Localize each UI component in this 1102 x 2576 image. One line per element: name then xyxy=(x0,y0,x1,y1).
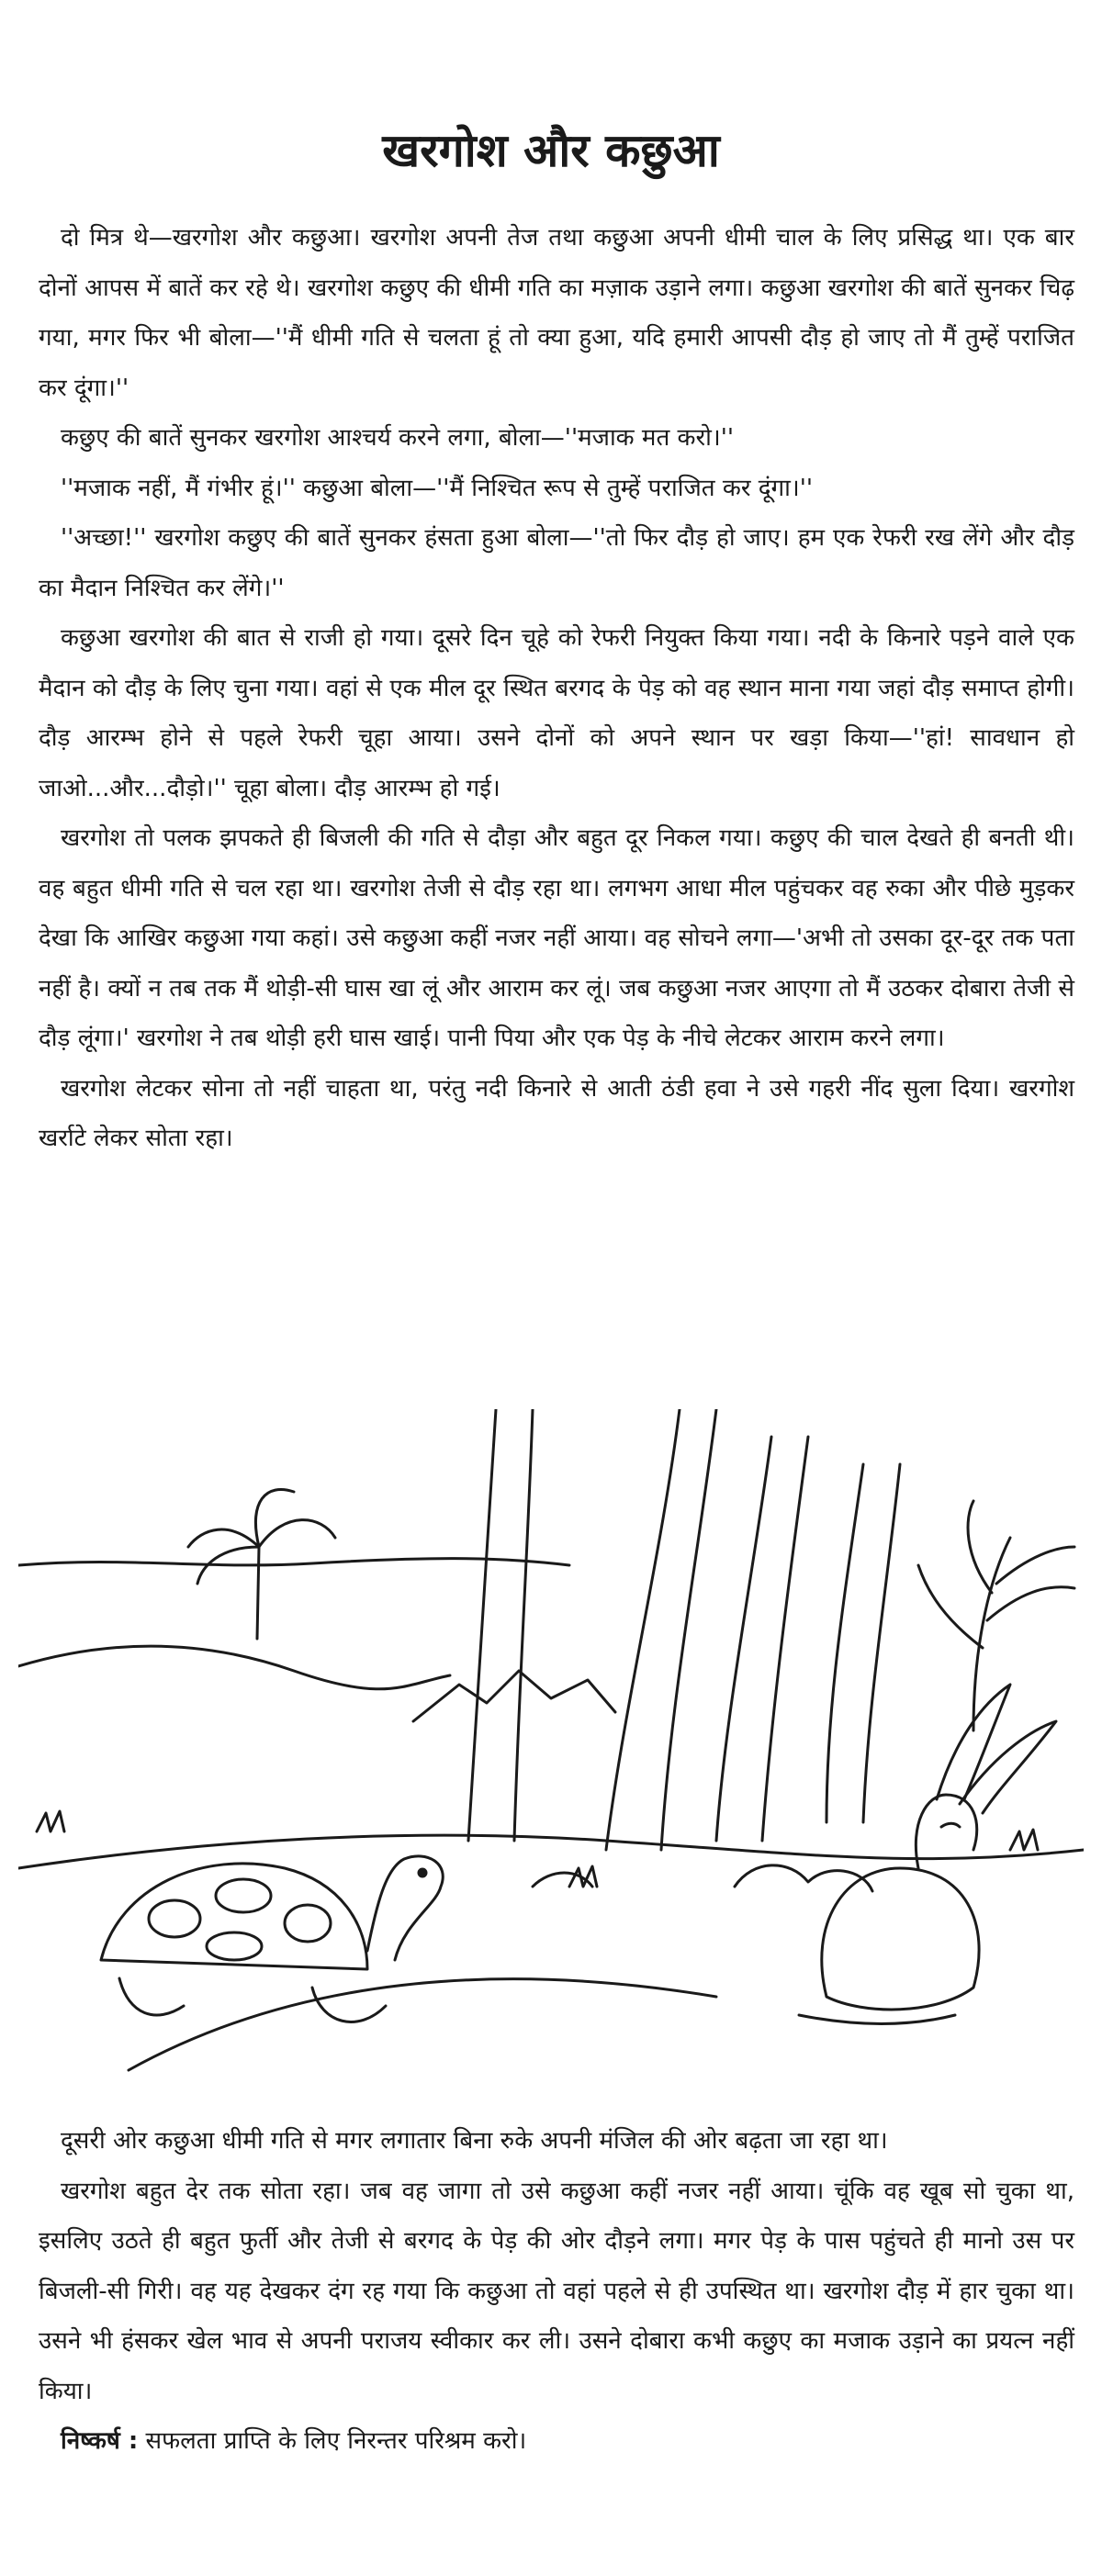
paragraph: दो मित्र थे—खरगोश और कछुआ। खरगोश अपनी तेज तथा कछुआ अपनी धीमी चाल के लिए प्रसिद्ध था। एक बार दोनों आपस में बातें कर रहे थे। खरगोश कछुए की धीमी गति का मज़ाक उड़ाने लगा। कछुआ खरगोश की बातें सुनकर चिढ़ गया, मगर फिर भी बोला—''मैं धीमी गति से चलता हूं तो क्या हुआ, यदि हमारी आपसी दौड़ हो जाए तो मैं तुम्हें पराजित कर दूंगा।'' xyxy=(39,224,1074,402)
path-line xyxy=(129,1979,716,2070)
tree-trunk-1b xyxy=(514,1409,533,1841)
paragraph: खरगोश तो पलक झपकते ही बिजली की गति से दौड़ा और बहुत दूर निकल गया। कछुए की चाल देखते ही बनती थी। वह बहुत धीमी गति से चल रहा था। खरगोश तेजी से दौड़ रहा था। लगभग आधा मील पहुंचकर वह रुका और पीछे मुड़कर देखा कि आखिर कछुआ गया कहां। उसे कछुआ कहीं नजर नहीं आया। वह सोचने लगा—'अभी तो उसका दूर-दूर तक पता नहीं है। क्यों न तब तक मैं थोड़ी-सी घास खा लूं और आराम कर लूं। जब कछुआ नजर आएगा तो मैं उठकर दोबारा तेजी से दौड़ लूंगा।' खरगोश ने तब थोड़ी हरी घास खाई। पानी पिया और एक पेड़ के नीचे लेटकर आराम करने लगा। xyxy=(39,824,1074,1052)
moral-text: सफलता प्राप्ति के लिए निरन्तर परिश्रम करो। xyxy=(145,2427,527,2455)
tree-trunk-4b xyxy=(863,1464,900,1822)
rabbit-drawing xyxy=(799,1685,1056,2023)
ground-line xyxy=(18,1835,1084,1868)
moral-line xyxy=(39,2416,1074,2467)
tree-trunk-3b xyxy=(762,1437,808,1841)
tree-trunk-2 xyxy=(606,1409,680,1850)
small-tree-trunk xyxy=(257,1547,259,1639)
mountain-range xyxy=(413,1671,615,1721)
story-title: खरगोश और कछुआ xyxy=(382,123,720,177)
moral-label: निष्कर्ष : xyxy=(61,2427,139,2455)
paragraph: ''मजाक नहीं, मैं गंभीर हूं।'' कछुआ बोला—''मैं निश्चित रूप से तुम्हें पराजित कर दूंगा।'' xyxy=(61,474,814,502)
paragraph: ''अच्छा!'' खरगोश कछुए की बातें सुनकर हंसता हुआ बोला—''तो फिर दौड़ हो जाए। हम एक रेफरी रख लेंगे और दौड़ का मैदान निश्चित कर लेंगे।'' xyxy=(39,524,1074,602)
forest-scene-drawing xyxy=(18,1409,1084,2089)
tree-trunk-4 xyxy=(826,1464,863,1822)
paragraph: कछुए की बातें सुनकर खरगोश आश्चर्य करने लगा, बोला—''मजाक मत करो।'' xyxy=(61,424,735,452)
paragraph: दूसरी ओर कछुआ धीमी गति से मगर लगातार बिना रुके अपनी मंजिल की ओर बढ़ता जा रहा था। xyxy=(61,2127,888,2155)
story-illustration xyxy=(18,1409,1084,2089)
tree-trunk-1 xyxy=(468,1409,496,1841)
tortoise-drawing xyxy=(101,1856,443,2022)
tree-trunk-3 xyxy=(716,1437,771,1841)
paragraph: खरगोश लेटकर सोना तो नहीं चाहता था, परंतु नदी किनारे से आती ठंडी हवा ने उसे गहरी नींद सुला दिया। खरगोश खर्राटे लेकर सोता रहा। xyxy=(39,1074,1074,1152)
paragraph: खरगोश बहुत देर तक सोता रहा। जब वह जागा तो उसे कछुआ कहीं नजर नहीं आया। चूंकि वह खूब सो चुका था, इसलिए उठते ही बहुत फुर्ती और तेजी से बरगद के पेड़ की ओर दौड़ने लगा। मगर पेड़ के पास पहुंचते ही मानो उस पर बिजली-सी गिरी। वह यह देखकर दंग रह गया कि कछुआ तो वहां पहले से ही उपस्थित था। खरगोश दौड़ में हार चुका था। उसने भी हंसकर खेल भाव से अपनी पराजय स्वीकार कर ली। उसने दोबारा कभी कछुए का मजाक उड़ाने का प्रयत्न नहीं किया। xyxy=(39,2177,1074,2405)
far-hills xyxy=(18,1646,450,1689)
story-text-top xyxy=(39,213,1074,1164)
paragraph: कछुआ खरगोश की बात से राजी हो गया। दूसरे दिन चूहे को रेफरी नियुक्त किया गया। नदी के किनारे पड़ने वाले एक मैदान को दौड़ के लिए चुना गया। वहां से एक मील दूर स्थित बरगद के पेड़ को वह स्थान माना गया जहां दौड़ समाप्त होगी। दौड़ आरम्भ होने से पहले रेफरी चूहा आया। उसने दोनों को अपने स्थान पर खड़ा किया—''हां! सावधान हो जाओ...और...दौड़ो।'' चूहा बोला। दौड़ आरम्भ हो गई। xyxy=(39,624,1074,802)
story-text-bottom xyxy=(39,2116,1074,2467)
small-tree-crown xyxy=(188,1490,335,1585)
